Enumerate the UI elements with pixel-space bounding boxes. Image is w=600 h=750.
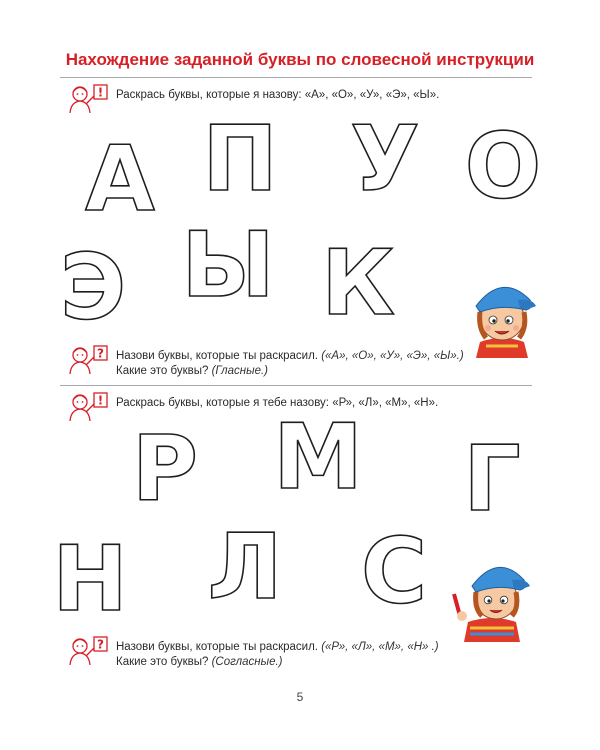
question-line1-answer: («Р», «Л», «М», «Н» .)	[321, 641, 439, 653]
question-line1: Назови буквы, которые ты раскрасил.	[116, 641, 318, 653]
letter-p: П	[202, 107, 278, 212]
teacher-question-icon	[66, 634, 112, 666]
exclamation-badge: !	[97, 393, 104, 408]
question-line1-answer: («А», «О», «У», «Э», «Ы».)	[321, 350, 464, 362]
section2-question-text	[116, 640, 439, 670]
section1-task-text: Раскрась буквы, которые я назову: «А», «О», «У», «Э», «Ы».	[116, 89, 440, 101]
question-badge: ?	[97, 637, 104, 652]
question-badge: ?	[97, 346, 104, 361]
section2-task-text: Раскрась буквы, которые я тебе назову: «Р», «Л», «М», «Н».	[116, 397, 439, 409]
letter-o: О	[464, 114, 542, 219]
letter-r: Р	[132, 417, 198, 522]
letter-m: М	[273, 405, 363, 510]
letter-y: Ы	[181, 213, 275, 318]
letter-s: С	[360, 519, 428, 624]
boy-crayon-illustration	[452, 556, 532, 642]
question-line2: Какие это буквы?	[116, 365, 209, 377]
page-title: Нахождение заданной буквы по словесной инструкции	[65, 50, 535, 69]
page-number: 5	[296, 690, 304, 704]
question-line2-answer: (Гласные.)	[211, 365, 268, 377]
letter-e: Э	[59, 235, 127, 340]
letter-l: Л	[207, 515, 283, 620]
letter-u: У	[350, 107, 420, 212]
section2-question	[66, 634, 536, 674]
question-line2: Какие это буквы?	[116, 656, 209, 668]
letter-a: А	[85, 127, 155, 232]
letter-g: Г	[463, 427, 521, 532]
question-line1: Назови буквы, которые ты раскрасил.	[116, 350, 318, 362]
exclamation-badge: !	[97, 85, 104, 100]
question-line2-answer: (Согласные.)	[211, 656, 283, 668]
letter-n: Н	[52, 527, 128, 632]
letter-k: К	[321, 231, 395, 336]
